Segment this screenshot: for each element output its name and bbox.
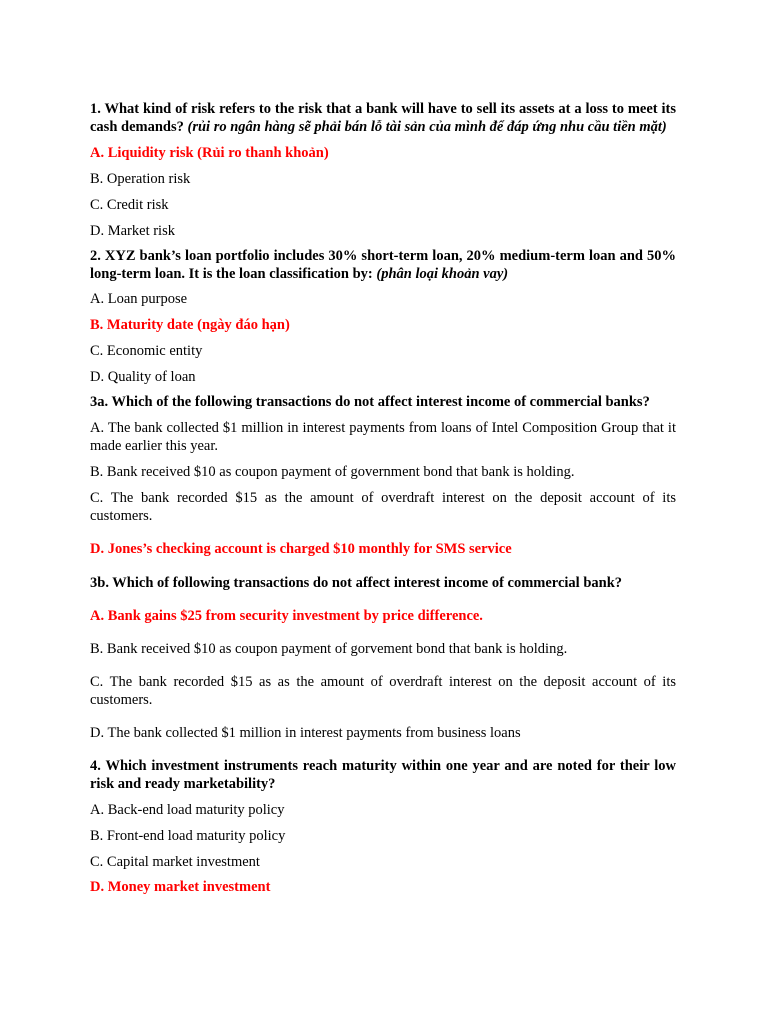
question-1-text: 1. What kind of risk refers to the risk that a bank will have to sell its assets at a loss to meet its cash demands?	[90, 101, 676, 135]
question-2-text: 2. XYZ bank’s loan portfolio includes 30% short-term loan, 20% medium-term loan and 50% long-term loan. It is the loan classification by:	[90, 248, 676, 282]
q3b-option-b: B. Bank received $10 as coupon payment of gorvement bond that bank is holding.	[90, 641, 568, 657]
q3a-option-b: B. Bank received $10 as coupon payment of government bond that bank is holding.	[90, 464, 575, 480]
q3a-option-a: A. The bank collected $1 million in interest payments from loans of Intel Composition Group that it made earlier this year.	[90, 420, 676, 454]
q2-option-c: C. Economic entity	[90, 343, 203, 359]
quiz-content	[90, 100, 676, 896]
q2-option-b: B. Maturity date (ngày đáo hạn)	[90, 317, 290, 333]
q2-option-d: D. Quality of loan	[90, 369, 196, 385]
q1-option-b: B. Operation risk	[90, 171, 191, 187]
q3b-option-a: A. Bank gains $25 from security investment by price difference.	[90, 608, 483, 624]
q4-option-d: D. Money market investment	[90, 879, 271, 895]
q1-option-d: D. Market risk	[90, 223, 175, 239]
question-4: 4. Which investment instruments reach maturity within one year and are noted for their low risk and ready marketability?	[90, 758, 676, 792]
question-3a: 3a. Which of the following transactions do not affect interest income of commercial banks?	[90, 394, 650, 410]
question-2	[90, 247, 676, 283]
q2-option-a: A. Loan purpose	[90, 291, 188, 307]
q1-option-a: A. Liquidity risk (Rủi ro thanh khoản)	[90, 145, 329, 161]
question-2-note: (phân loại khoản vay)	[376, 266, 509, 282]
q3b-option-d: D. The bank collected $1 million in interest payments from business loans	[90, 725, 521, 741]
q4-option-b: B. Front-end load maturity policy	[90, 828, 286, 844]
question-1-note: (rủi ro ngân hàng sẽ phải bán lỗ tài sản của mình để đáp ứng nhu cầu tiền mặt)	[187, 119, 667, 135]
question-1	[90, 100, 676, 136]
q3a-option-c: C. The bank recorded $15 as the amount of overdraft interest on the deposit account of its customers.	[90, 490, 676, 524]
q3a-option-d: D. Jones’s checking account is charged $10 monthly for SMS service	[90, 541, 512, 557]
question-3b: 3b. Which of following transactions do not affect interest income of commercial bank?	[90, 575, 623, 591]
q3b-option-c: C. The bank recorded $15 as as the amount of overdraft interest on the deposit account of its customers.	[90, 674, 676, 708]
q4-option-c: C. Capital market investment	[90, 854, 260, 870]
q1-option-c: C. Credit risk	[90, 197, 169, 213]
q4-option-a: A. Back-end load maturity policy	[90, 802, 285, 818]
